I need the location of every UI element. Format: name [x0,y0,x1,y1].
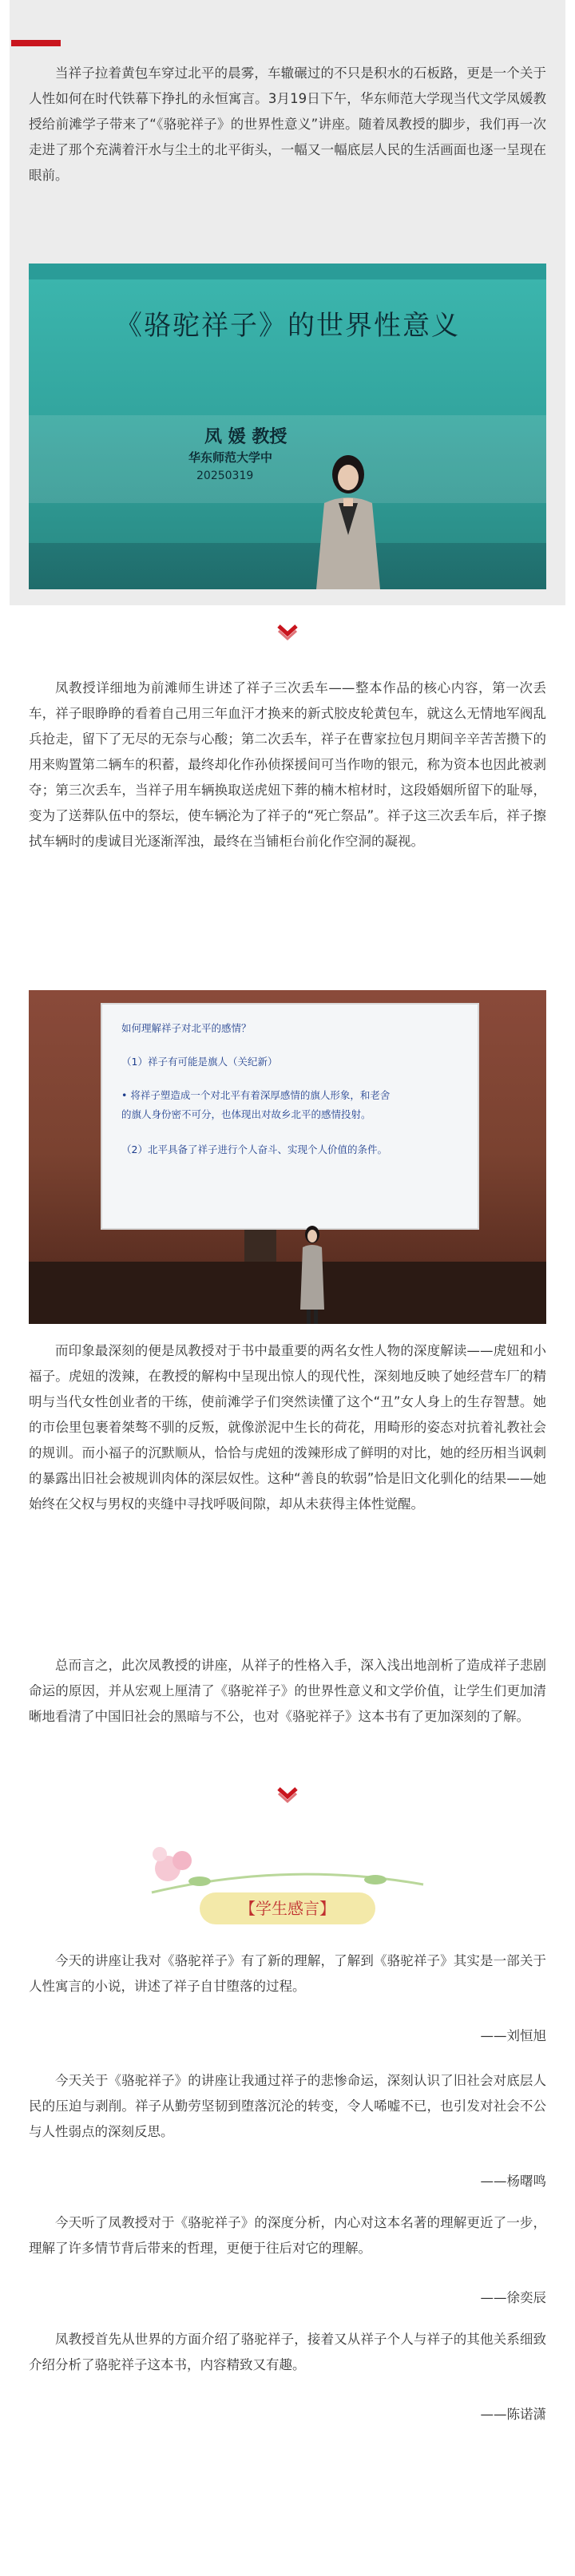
lectern [244,1230,276,1262]
red-accent-bar [11,40,61,46]
chevron-down-icon [276,620,299,644]
section-arrow-1 [276,620,299,644]
paragraph-female-characters: 而印象最深刻的便是凤教授对于书中最重要的两名女性人物的深度解读——虎妞和小福子。虎妞的泼辣，在教授的解构中呈现出惊人的现代性，深刻地反映了她经营车厂的精明与当代女性创业者的干练，使前滩学子们突然读懂了这个“丑”女人身上的生存智慧。她的市侩里包裹着桀骜不驯的反叛，就像淤泥中生长的荷花，用畸形的姿态对抗着礼教社会的规训。而小福子的沉默顺从，恰恰与虎妞的泼辣形成了鲜明的对比，她的经历相当讽刺的暴露出旧社会被规训肉体的深层奴性。这种“善良的软弱”恰是旧文化驯化的结果——她始终在父权与男权的夹缝中寻找呼吸间隙，却从未获得主体性觉醒。 [29,1343,546,1512]
stage-floor [29,1262,546,1324]
screen-title: 《骆驼祥子》的世界性意义 [115,310,460,342]
speaker-figure [292,1222,332,1324]
screen-band [29,415,546,503]
slide-line: （1）祥子有可能是旗人（关纪新） [121,1056,278,1068]
speaker-org: 华东师范大学中 [188,450,273,465]
paragraph-summary: 总而言之，此次凤教授的讲座，从祥子的性格入手，深入浅出地剖析了造成祥子悲剧命运的原因，并从宏观上厘清了《骆驼祥子》的世界性意义和文学价值，让学生们更加清晰地看清了中国旧社会的黑暗与不公，也对《骆驼祥子》这本书有了更加深刻的了解。 [29,1658,546,1724]
comment-author: ——徐奕辰 [480,2290,546,2305]
comment-author: ——刘恒旭 [480,2028,546,2043]
projection-screen-2 [101,1003,479,1230]
section-label: 【学生感言】 [200,1892,375,1924]
student-comment: 今天关于《骆驼祥子》的讲座让我通过祥子的悲惨命运，深刻认识了旧社会对底层人民的压迫与剥削。祥子从勤劳坚韧到堕落沉沦的转变，令人唏嘘不已，也引发对社会不公与人性弱点的深刻反思。 [29,2073,546,2139]
student-comment: 今天的讲座让我对《骆驼祥子》有了新的理解，了解到《骆驼祥子》其实是一部关于人性寓言的小说，讲述了祥子自甘堕落的过程。 [29,1953,546,1994]
comment-author: ——杨曙鸣 [480,2174,546,2189]
intro-paragraph: 当祥子拉着黄包车穿过北平的晨雾，车辙碾过的不只是积水的石板路，更是一个关于人性如何在时代铁幕下挣扎的永恒寓言。3月19日下午，华东师范大学现当代文学凤媛教授给前滩学子带来了“《骆驼祥子》的世界性意义”讲座。随着凤教授的脚步，我们再一次走进了那个充满着汗水与尘土的北平街头，一幅又一幅底层人民的生活画面也逐一呈现在眼前。 [29,65,546,183]
slide-line: 的旗人身份密不可分，也体现出对故乡北平的感情投射。 [121,1108,371,1120]
paragraph-three-losses: 凤教授详细地为前滩师生讲述了祥子三次丢车——整本作品的核心内容，第一次丢车，祥子眼睁睁的看着自己用三年血汗才换来的新式胶皮轮黄包车，就这么无情地军阀乱兵抢走，留下了无尽的无奈与心酸；第二次丢车，祥子在曹家拉包月期间辛辛苦苦攒下的用来购置第二辆车的积蓄，最终却化作孙侦探援间可当作吻的银元，称为资本也因此被剥夺；第三次丢车，当祥子用车辆换取送虎妞下葬的楠木棺材时，这段婚姻所留下的耻辱，变为了送葬队伍中的祭坛，使车辆沦为了祥子的“死亡祭品”。祥子这三次丢车后，祥子擦拭车辆时的虔诚目光逐渐浑浊，最终在当铺柜台前化作空洞的凝视。 [29,680,546,849]
slide-line: 如何理解祥子对北平的感情？ [121,1022,252,1034]
chevron-down-icon [276,1782,299,1806]
lecture-photo-1 [29,264,546,589]
student-comment: 凤教授首先从世界的方面介绍了骆驼祥子，接着又从祥子个人与祥子的其他关系细致介绍分析了骆驼祥子这本书，内容精致又有趣。 [29,2332,546,2372]
comment-author: ——陈诺潇 [480,2407,546,2422]
speaker-figure [292,447,404,589]
slide-line: • 将祥子塑造成一个对北平有着深厚感情的旗人形象，和老舍 [121,1089,391,1101]
lecture-photo-2 [29,990,546,1324]
speaker-date: 20250319 [196,470,254,482]
speaker-name: 凤 媛 教授 [204,427,288,447]
section-arrow-2 [276,1782,299,1806]
slide-line: （2）北平具备了祥子进行个人奋斗、实现个人价值的条件。 [121,1143,387,1155]
student-comment: 今天听了凤教授对于《骆驼祥子》的深度分析，内心对这本名著的理解更近了一步，理解了许多情节背后带来的哲理，更便于往后对它的理解。 [29,2215,546,2256]
